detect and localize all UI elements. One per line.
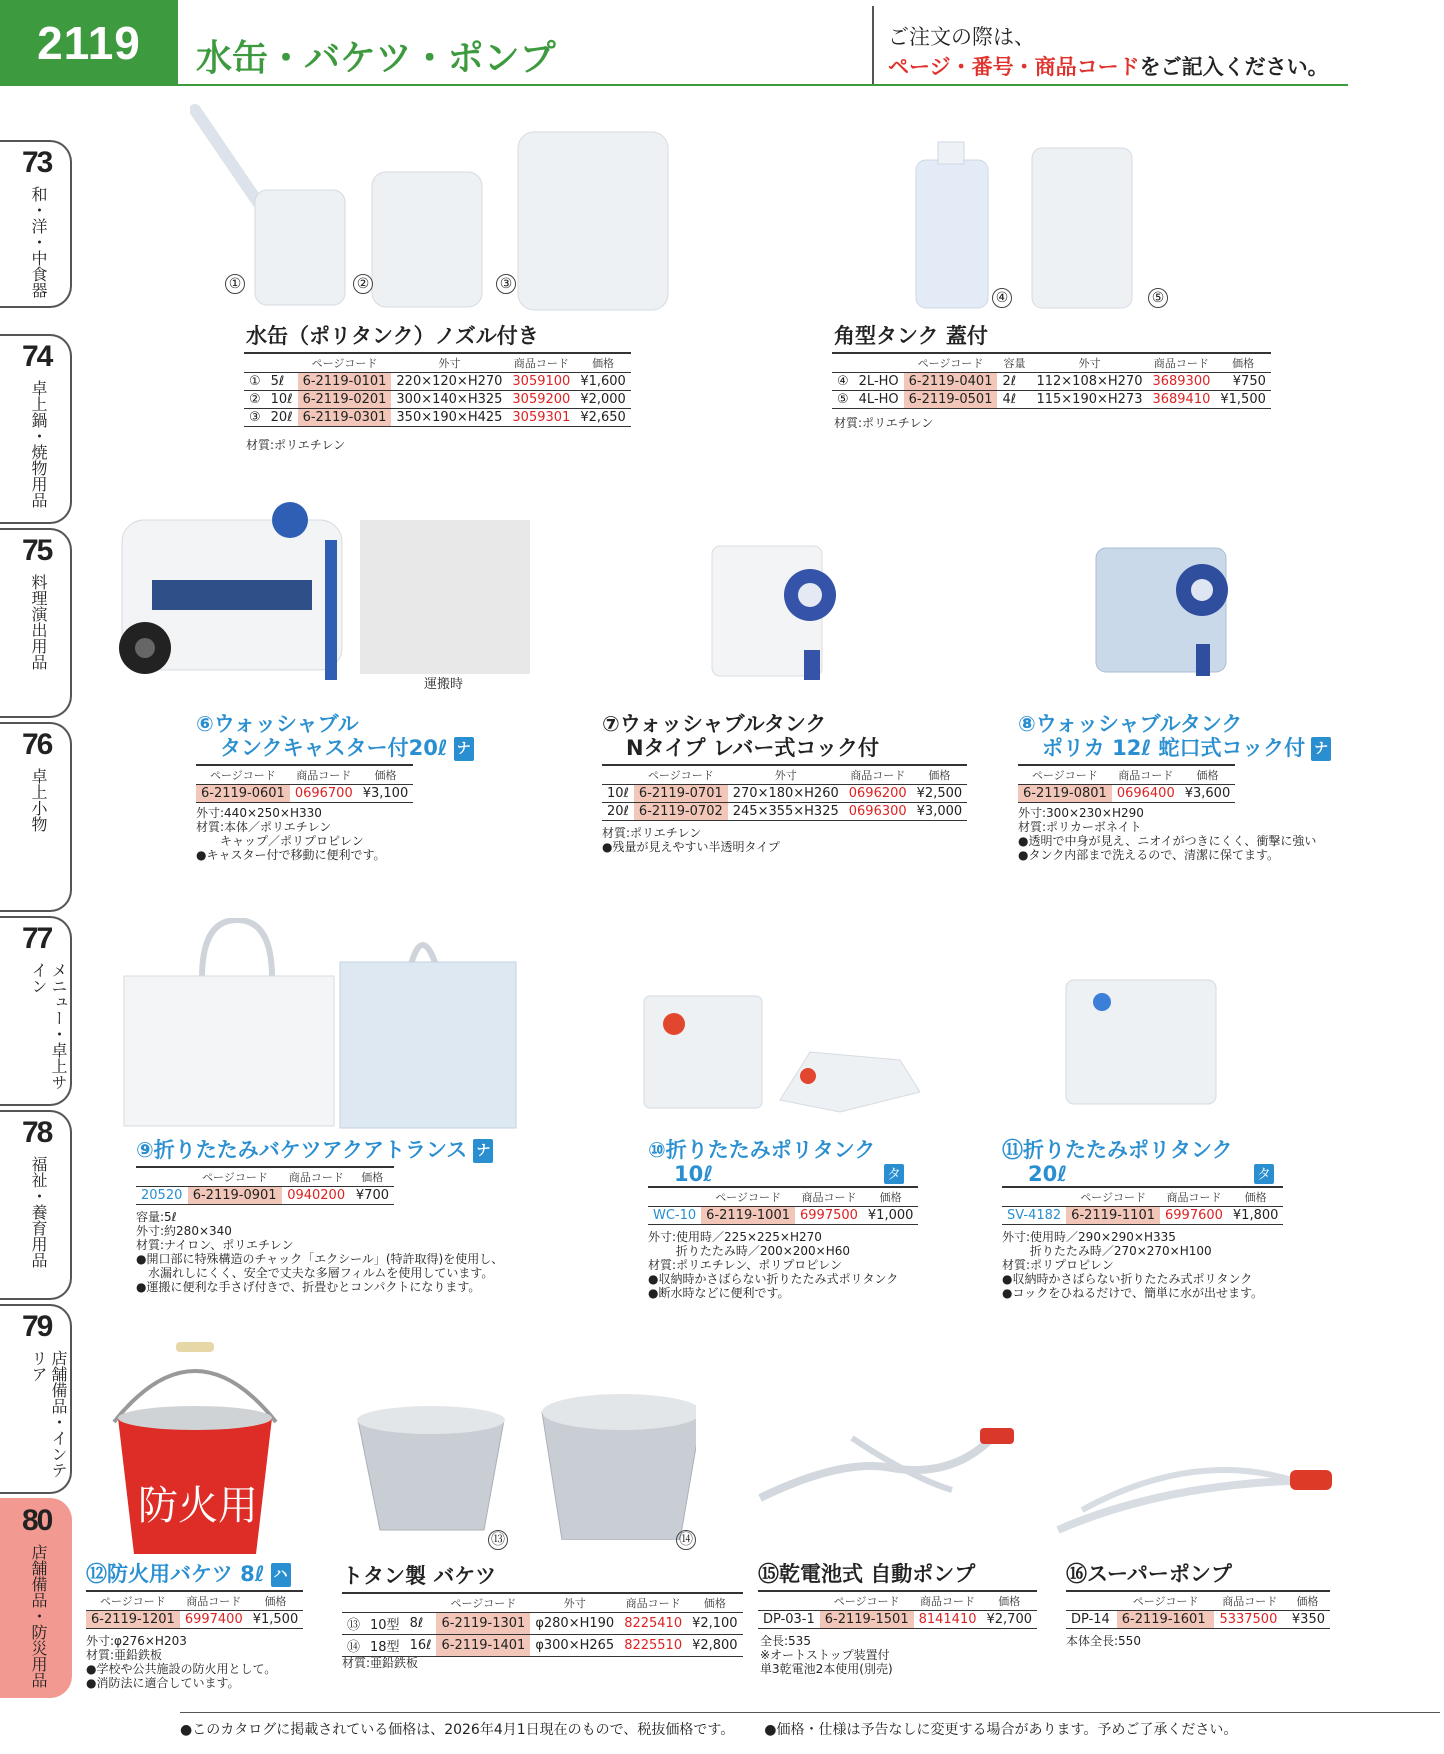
tab-number: 74 (22, 340, 52, 373)
tab-label: 料理演出用品 (29, 574, 48, 670)
tab-77[interactable] (0, 916, 72, 1106)
col-head: 価格 (1228, 1187, 1284, 1207)
tab-number: 75 (22, 534, 52, 567)
tab-number: 76 (22, 728, 52, 761)
product-notes: 外寸:440×250×H330 材質:本体／ポリエチレン キャップ／ポリプロピレン ●キャスター付で移動に便利です。 (196, 806, 386, 862)
spec-table (244, 352, 631, 427)
folding-bag-image (122, 918, 522, 1132)
col-head: 商品コード (619, 1593, 687, 1613)
col-head: 価格 (1180, 765, 1236, 785)
photo-caption: 運搬時 (424, 677, 464, 692)
col-head: 価格 (575, 353, 631, 373)
col-head: 価格 (351, 1167, 394, 1187)
tab-75[interactable] (0, 528, 72, 718)
col-head: ページコード (436, 1593, 530, 1613)
supplier-badge: タ (1254, 1164, 1274, 1184)
notice-line2 (888, 52, 1350, 82)
col-head: ページコード (1066, 1187, 1160, 1207)
col-head: 外寸 (530, 1593, 619, 1613)
col-head: ページコード (904, 353, 998, 373)
tab-number: 73 (22, 146, 52, 179)
table-row: ⑤ 4L-HO 6-2119-0501 4ℓ 115×190×H273 3689410 ¥1,500 (832, 391, 1271, 409)
marker: ⑤ (1148, 288, 1168, 308)
table-row: 6-2119-0801 0696400 ¥3,600 (1018, 785, 1235, 803)
supplier-badge: ナ (454, 737, 474, 761)
col-head: 価格 (358, 765, 414, 785)
spec-table (1066, 1590, 1330, 1629)
product-title: ⑨折りたたみバケツアクアトランス ナ (136, 1138, 493, 1163)
poly-tank-image (190, 100, 670, 315)
product-notes: 外寸:使用時／290×290×H335 折りたたみ時／270×270×H100 材質:ポリプロピレン ●収納時かさばらない折りたたみ式ポリタンク ●コックをひねるだけで、簡単に水が出せます。 (1002, 1230, 1264, 1300)
product-notes: 外寸:使用時／225×225×H270 折りたたみ時／200×200×H60 材質:ポリエチレン、ポリプロピレン ●収納時かさばらない折りたたみ式ポリタンク ●断水時などに便利です。 (648, 1230, 899, 1300)
product-title: ⑩折りたたみポリタンク 10ℓ (648, 1138, 876, 1186)
table-row: DP-03-1 6-2119-1501 8141410 ¥2,700 (758, 1611, 1037, 1629)
spec-table (1002, 1186, 1283, 1225)
tab-76[interactable] (0, 722, 72, 912)
col-head: ページコード (188, 1167, 282, 1187)
folding-tank-20-image (1060, 970, 1230, 1110)
tab-number: 79 (22, 1310, 52, 1343)
spec-table (86, 1590, 303, 1629)
col-head: 商品コード (507, 353, 575, 373)
col-head: 価格 (687, 1593, 743, 1613)
notice-line1: ご注文の際は、 (888, 25, 1035, 49)
spec-table (758, 1590, 1037, 1629)
product-title: ⑥ウォッシャブル タンクキャスター付20ℓ ナ (196, 712, 474, 761)
col-head: 商品コード (282, 1167, 350, 1187)
table-row: 10ℓ 6-2119-0701 270×180×H260 0696200 ¥2,500 (602, 785, 967, 803)
tab-number: 78 (22, 1116, 52, 1149)
product-title: トタン製 バケツ (342, 1564, 497, 1588)
col-head: 価格 (863, 1187, 919, 1207)
tin-bucket-image (356, 1390, 696, 1540)
marker: ⑬ (488, 1530, 508, 1550)
table-row: ③ 20ℓ 6-2119-0301 350×190×H425 3059301 ¥2,650 (244, 409, 631, 427)
col-head: ページコード (1018, 765, 1112, 785)
table-row: ⑬ 10型 8ℓ 6-2119-1301 φ280×H190 8225410 ¥2,100 (342, 1613, 743, 1635)
col-head: 商品コード (914, 1591, 982, 1611)
col-head: ページコード (1117, 1591, 1215, 1611)
col-head: 価格 (248, 1591, 304, 1611)
table-row: 6-2119-1201 6997400 ¥1,500 (86, 1611, 303, 1629)
notice-tail: をご記入ください。 (1139, 55, 1329, 79)
lever-tank-image (700, 540, 850, 695)
spec-table (1018, 764, 1235, 803)
col-head: 外寸 (391, 353, 507, 373)
battery-pump-image (752, 1418, 1032, 1518)
col-head: 容量 (997, 353, 1031, 373)
tab-73[interactable] (0, 140, 72, 308)
col-head: 商品コード (1112, 765, 1180, 785)
tab-80[interactable] (0, 1498, 72, 1698)
tab-label: 和・洋・中食器 (29, 186, 48, 298)
tab-label: 卓上鍋・焼物用品 (29, 380, 48, 508)
spec-table (602, 764, 967, 821)
tab-78[interactable] (0, 1110, 72, 1300)
col-head: ページコード (196, 765, 290, 785)
table-row: ② 10ℓ 6-2119-0201 300×140×H325 3059200 ¥2,000 (244, 391, 631, 409)
footer-change-note: ●価格・仕様は予告なしに変更する場合があります。予めご了承ください。 (764, 1722, 1238, 1738)
tab-label: メニュー・卓上サイン (29, 962, 68, 1090)
marker: ① (225, 274, 245, 294)
table-row: 20520 6-2119-0901 0940200 ¥700 (136, 1187, 394, 1205)
page-number: 2119 (0, 0, 178, 86)
tab-74[interactable] (0, 334, 72, 524)
polycarbonate-tank-image (1090, 540, 1240, 690)
product-notes: 全長:535 ※オートストップ装置付 単3乾電池2本使用(別売) (760, 1634, 893, 1676)
square-tank-image (910, 140, 1150, 310)
col-head: 価格 (982, 1591, 1038, 1611)
transport-photo (360, 520, 530, 674)
footer (180, 1712, 1440, 1739)
col-head: 商品コード (1214, 1591, 1285, 1611)
folding-tank-10-image (640, 990, 920, 1114)
product-notes: 材質:ポリエチレン ●残量が見えやすい半透明タイプ (602, 826, 780, 854)
col-head: 商品コード (290, 765, 358, 785)
tab-label: 店舗備品・インテリア (29, 1350, 68, 1478)
col-head: 商品コード (180, 1591, 248, 1611)
col-head: 外寸 (1031, 353, 1147, 373)
col-head: 商品コード (844, 765, 912, 785)
col-head: 価格 (912, 765, 968, 785)
table-row: ④ 2L-HO 6-2119-0401 2ℓ 112×108×H270 3689300 ¥750 (832, 373, 1271, 391)
table-row: 6-2119-0601 0696700 ¥3,100 (196, 785, 413, 803)
marker: ② (353, 274, 373, 294)
marker: ③ (496, 274, 516, 294)
spec-table (136, 1166, 394, 1205)
spec-table (342, 1592, 743, 1657)
product-title: ⑧ウォッシャブルタンク ポリカ 12ℓ 蛇口式コック付 ナ (1018, 712, 1331, 761)
order-notice (872, 6, 1350, 84)
product-notes: 外寸:300×230×H290 材質:ポリカーボネイト ●透明で中身が見え、ニオイがつきにくく、衝撃に強い ●タンク内部まで洗えるので、清潔に保てます。 (1018, 806, 1317, 862)
table-row: ⑭ 18型 16ℓ 6-2119-1401 φ300×H265 8225510 ¥2,800 (342, 1635, 743, 1657)
supplier-badge: ナ (1311, 737, 1331, 761)
spec-table (648, 1186, 918, 1225)
product-notes: 材質:ポリエチレン (246, 438, 346, 452)
table-row: 20ℓ 6-2119-0702 245×355×H325 0696300 ¥3,000 (602, 803, 967, 821)
col-head: ページコード (298, 353, 392, 373)
col-head: 価格 (1285, 1591, 1330, 1611)
col-head: 商品コード (1160, 1187, 1228, 1207)
marker: ⑭ (676, 1530, 696, 1550)
supplier-badge: タ (884, 1164, 904, 1184)
product-notes: 材質:ポリエチレン (834, 416, 934, 430)
super-pump-image (1052, 1440, 1352, 1540)
product-notes: 外寸:φ276×H203 材質:亜鉛鉄板 ●学校や公共施設の防火用として。 ●消防法に適合しています。 (86, 1634, 277, 1690)
tab-79[interactable] (0, 1304, 72, 1494)
notice-red: ページ・番号・商品コード (888, 55, 1140, 79)
col-head: 商品コード (795, 1187, 863, 1207)
product-notes: 本体全長:550 (1066, 1634, 1141, 1648)
bucket-label: 防火用 (138, 1483, 258, 1529)
product-title: ⑫防火用バケツ 8ℓ ハ (86, 1562, 291, 1587)
marker: ④ (992, 288, 1012, 308)
col-head: ページコード (634, 765, 728, 785)
table-row: SV-4182 6-2119-1101 6997600 ¥1,800 (1002, 1207, 1283, 1225)
product-title: 角型タンク 蓋付 (834, 324, 988, 348)
tab-label: 店舗備品・防災用品 (29, 1544, 48, 1688)
header-rule (178, 84, 1348, 86)
supplier-badge: ナ (473, 1139, 493, 1163)
tab-number: 80 (22, 1504, 52, 1537)
col-head: ページコード (820, 1591, 914, 1611)
product-title: 水缶（ポリタンク）ノズル付き (246, 324, 539, 348)
table-row: DP-14 6-2119-1601 5337500 ¥350 (1066, 1611, 1330, 1629)
product-notes: 容量:5ℓ 外寸:約280×340 材質:ナイロン、ポリエチレン ●開口部に特殊構造のチャック「エクシール」(特許取得)を使用し、 水漏れしにくく、安全で丈夫な多層フィルムを使用しています。 ●運搬に便利な手さげ付きで、折畳むとコンパクトになります。 (136, 1210, 504, 1294)
col-head: ページコード (86, 1591, 180, 1611)
col-head: 外寸 (728, 765, 844, 785)
col-head: 商品コード (1147, 353, 1215, 373)
product-title: ⑯スーパーポンプ (1066, 1562, 1232, 1586)
footer-price-note: ●このカタログに掲載されている価格は、2026年4月1日現在のもので、税抜価格です。 (180, 1722, 735, 1738)
tab-label: 福祉・養育用品 (29, 1156, 48, 1268)
tab-label: 卓上小物 (29, 768, 48, 832)
supplier-badge: ハ (271, 1563, 291, 1587)
table-row: ① 5ℓ 6-2119-0101 220×120×H270 3059100 ¥1,600 (244, 373, 631, 391)
product-title: ⑦ウォッシャブルタンク Nタイプ レバー式コック付 (602, 712, 879, 760)
table-row: WC-10 6-2119-1001 6997500 ¥1,000 (648, 1207, 918, 1225)
product-title: ⑪折りたたみポリタンク 20ℓ (1002, 1138, 1233, 1186)
page-title: 水缶・バケツ・ポンプ (196, 38, 556, 79)
spec-table (832, 352, 1271, 409)
spec-table (196, 764, 413, 803)
caster-tank-image (110, 500, 350, 690)
product-notes: 材質:亜鉛鉄板 (342, 1656, 419, 1670)
tab-number: 77 (22, 922, 52, 955)
col-head: 価格 (1215, 353, 1271, 373)
product-title: ⑮乾電池式 自動ポンプ (758, 1562, 976, 1586)
col-head: ページコード (701, 1187, 795, 1207)
